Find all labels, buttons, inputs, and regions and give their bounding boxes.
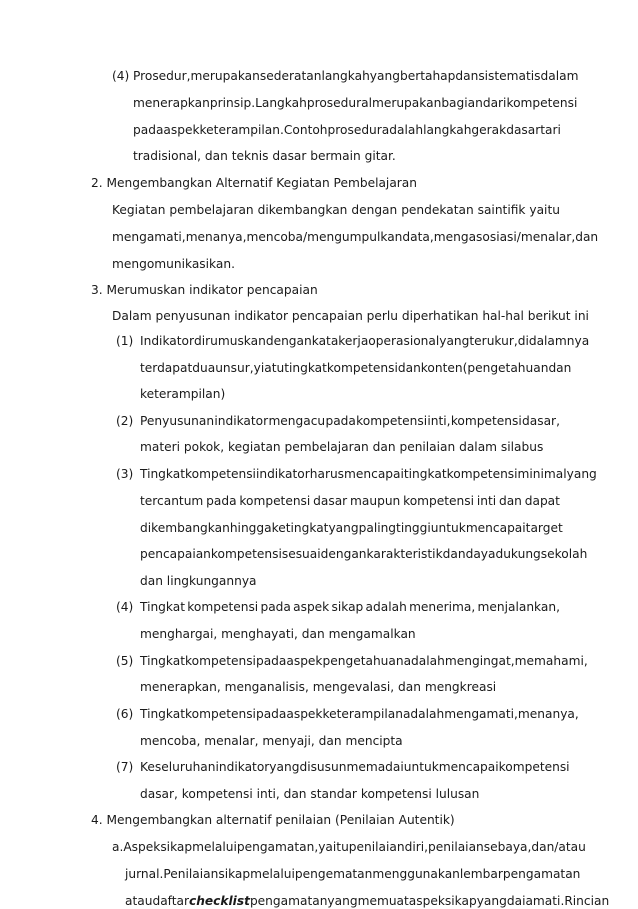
word: dan xyxy=(455,69,479,83)
word: Penilaian xyxy=(163,867,219,881)
word: melalui xyxy=(192,840,237,854)
word: dan xyxy=(498,494,522,508)
word: (pengetahuandan xyxy=(462,361,572,375)
paragraph-line: mengomunikasikan. xyxy=(112,257,235,271)
word: tingkat xyxy=(285,521,329,535)
word: kompetensi xyxy=(210,547,282,561)
word: dikembangkan xyxy=(140,521,230,535)
word: kompetensi xyxy=(450,414,522,428)
word: gerak xyxy=(471,123,507,137)
word: untuk xyxy=(430,521,466,535)
paragraph-line xyxy=(112,839,586,855)
word: adalah xyxy=(402,707,445,721)
word: adalah xyxy=(381,123,424,137)
word: Keseluruhan xyxy=(140,760,216,774)
paragraph-line xyxy=(140,599,560,615)
word: menjalankan, xyxy=(477,600,560,614)
word: saintifik xyxy=(477,203,526,217)
word: didalamnya xyxy=(517,334,590,348)
word: merupakan xyxy=(371,96,442,110)
list-number: (1) xyxy=(116,334,134,348)
paragraph-line xyxy=(140,413,560,429)
word: keterampilan. xyxy=(199,123,284,137)
paragraph-line-checklist xyxy=(125,893,610,909)
word: kompetensi xyxy=(403,494,475,508)
word: tari xyxy=(540,123,561,137)
word: checklistpengamatan xyxy=(189,894,328,908)
word: hingga xyxy=(229,521,272,535)
word: pada xyxy=(255,654,287,668)
word: penilaian xyxy=(427,840,484,854)
paragraph-line xyxy=(140,360,572,376)
word: kerja xyxy=(338,334,369,348)
word: dikembangkan xyxy=(257,203,348,217)
word: menerima, xyxy=(409,600,476,614)
word: mencapai xyxy=(465,521,526,535)
word: pembelajaran xyxy=(169,203,254,217)
word: penilaian xyxy=(348,840,405,854)
word: sederatan xyxy=(259,69,322,83)
word: yang xyxy=(369,69,400,83)
word: pada xyxy=(255,707,287,721)
word: pencapaian xyxy=(140,547,211,561)
word: mengamati, xyxy=(112,230,186,244)
word: aspek xyxy=(286,654,323,668)
list-number: (2) xyxy=(116,414,134,428)
word: bertahap xyxy=(399,69,456,83)
word: prosedur xyxy=(327,123,382,137)
word: dan xyxy=(442,547,466,561)
word: memadai xyxy=(346,760,404,774)
word: atau xyxy=(125,894,153,908)
word: sekolah xyxy=(540,547,588,561)
word: inti, xyxy=(427,414,451,428)
word: kata xyxy=(311,334,339,348)
word: Tingkat xyxy=(140,654,186,668)
word: operasional xyxy=(368,334,440,348)
word: menggunakan xyxy=(372,867,460,881)
word: tingkat xyxy=(284,361,327,375)
word: pengematan xyxy=(294,867,373,881)
word: adalah xyxy=(365,600,407,614)
section-heading: 3. Merumuskan indikator pencapaian xyxy=(91,283,318,297)
paragraph-line xyxy=(140,706,579,722)
word: prinsip. xyxy=(209,96,256,110)
word: dapat xyxy=(524,494,560,508)
word: a. xyxy=(112,840,124,854)
word: sikap xyxy=(160,840,193,854)
word: Aspek xyxy=(123,840,161,854)
word: tingkat xyxy=(403,467,447,481)
word: yaitu xyxy=(529,203,560,217)
word: kompetensi xyxy=(187,600,259,614)
word: diri, xyxy=(404,840,428,854)
word: dan xyxy=(397,361,421,375)
word: dasar, xyxy=(522,414,560,428)
word: harus xyxy=(309,467,345,481)
word: mencoba/mengumpulkan xyxy=(246,230,403,244)
word: inti xyxy=(476,494,497,508)
word: merupakan xyxy=(190,69,260,83)
word: pengamatan, xyxy=(236,840,319,854)
word: sebaya, xyxy=(483,840,532,854)
list-number: (5) xyxy=(116,654,134,668)
word: dengan xyxy=(265,334,312,348)
word: terdapat xyxy=(140,361,193,375)
word: kompetensi xyxy=(356,414,428,428)
word: menanya, xyxy=(185,230,247,244)
list-number: (4) xyxy=(112,69,130,83)
paragraph-line xyxy=(140,653,588,669)
paragraph-line: menerapkan, menganalisis, mengevalasi, dan mengkreasi xyxy=(140,680,497,694)
word: dengan xyxy=(320,547,367,561)
paragraph-line: dan lingkungannya xyxy=(140,574,257,588)
word: dua xyxy=(192,361,216,375)
word: mencapai xyxy=(344,467,404,481)
word: tercantum xyxy=(140,494,204,508)
paragraph-line xyxy=(140,759,570,775)
list-number: (6) xyxy=(116,707,134,721)
word: keterampilan xyxy=(322,707,403,721)
list-number: (7) xyxy=(116,760,134,774)
word: bagian xyxy=(441,96,483,110)
word: disusun xyxy=(299,760,347,774)
paragraph-line xyxy=(140,333,590,349)
word: dasar xyxy=(313,494,348,508)
paragraph-line xyxy=(140,493,560,509)
word: kompetensi xyxy=(506,96,578,110)
word: dirumuskan xyxy=(194,334,266,348)
word: prosedural xyxy=(306,96,372,110)
word: pada xyxy=(133,123,164,137)
paragraph-line: keterampilan) xyxy=(140,387,226,401)
emphasis-text: checklist xyxy=(189,894,250,908)
paragraph-line xyxy=(125,866,581,882)
word: ke xyxy=(271,521,286,535)
word: sesuai xyxy=(281,547,321,561)
word: yiatu xyxy=(253,361,285,375)
word: karakteristik xyxy=(366,547,443,561)
word: lembar xyxy=(459,867,503,881)
word: target xyxy=(525,521,563,535)
word: indikator xyxy=(215,760,270,774)
paragraph-line: materi pokok, kegiatan pembelajaran dan penilaian dalam silabus xyxy=(140,440,544,454)
word: daya xyxy=(465,547,496,561)
paragraph-line: mencoba, menalar, menyaji, dan mencipta xyxy=(140,734,403,748)
word: yang xyxy=(327,894,358,908)
word: aspek xyxy=(408,894,445,908)
word: aspek xyxy=(163,123,200,137)
word: mengingat, xyxy=(444,654,515,668)
word: mencapai xyxy=(438,760,499,774)
word: langkah xyxy=(423,123,472,137)
paragraph-line xyxy=(140,520,563,536)
word: kompetensi xyxy=(326,361,398,375)
word: sistematis xyxy=(478,69,541,83)
paragraph-line xyxy=(112,202,560,218)
paragraph-line: Dalam penyusunan indikator pencapaian perlu diperhatikan hal-hal berikut ini xyxy=(112,309,589,323)
list-number: (4) xyxy=(116,600,134,614)
word: dasar xyxy=(506,123,541,137)
word: Prosedur, xyxy=(133,69,191,83)
word: yang xyxy=(439,334,470,348)
word: melalui xyxy=(250,867,295,881)
word: Langkah xyxy=(255,96,307,110)
paragraph-line xyxy=(140,546,588,562)
word: paling xyxy=(358,521,397,535)
word: sikap xyxy=(331,600,364,614)
word: pada xyxy=(260,600,291,614)
word: Penyusunan xyxy=(140,414,215,428)
paragraph-line: menghargai, menghayati, dan mengamalkan xyxy=(140,627,416,641)
word: kompetensi xyxy=(446,467,518,481)
paragraph-line xyxy=(133,95,578,111)
word: yang xyxy=(269,760,300,774)
paragraph-line xyxy=(133,68,579,84)
word: minimal xyxy=(517,467,567,481)
word: pada xyxy=(206,494,237,508)
word: mengamati, xyxy=(444,707,518,721)
paragraph-line xyxy=(112,229,599,245)
word: unsur, xyxy=(215,361,254,375)
word: Tingkat xyxy=(140,707,186,721)
word: mengasosiasi/menalar, xyxy=(433,230,576,244)
paragraph-line: dasar, kompetensi inti, dan standar kompetensi lulusan xyxy=(140,787,480,801)
word: yang xyxy=(476,894,507,908)
word: yang xyxy=(566,467,597,481)
word: adalah xyxy=(403,654,445,668)
word: pendekatan xyxy=(401,203,474,217)
word: sikap xyxy=(218,867,251,881)
word: untuk xyxy=(403,760,439,774)
word: pada xyxy=(325,414,356,428)
list-number: (3) xyxy=(116,467,134,481)
word: maupun xyxy=(350,494,401,508)
word: Tingkat xyxy=(140,600,186,614)
word: Tingkat xyxy=(140,467,186,481)
section-heading: 4. Mengembangkan alternatif penilaian (Penilaian Autentik) xyxy=(91,813,455,827)
word: Rincian xyxy=(564,894,610,908)
word: Kegiatan xyxy=(112,203,166,217)
word: konten xyxy=(420,361,463,375)
word: tinggi xyxy=(396,521,431,535)
word: kompetensi xyxy=(239,494,311,508)
word: memuat xyxy=(357,894,409,908)
word: dan/atau xyxy=(531,840,586,854)
word: indikator xyxy=(255,467,310,481)
word: yaitu xyxy=(318,840,349,854)
word: Indikator xyxy=(140,334,194,348)
word: kompetensi xyxy=(185,707,256,721)
word: kompetensi xyxy=(185,654,256,668)
word: dari xyxy=(482,96,507,110)
word: memahami, xyxy=(514,654,588,668)
word: Contoh xyxy=(283,123,328,137)
paragraph-line xyxy=(133,122,560,138)
word: dukung xyxy=(495,547,541,561)
word: daftar xyxy=(152,894,189,908)
word: terukur, xyxy=(469,334,518,348)
word: daiamati. xyxy=(506,894,565,908)
word: pengetahuan xyxy=(322,654,404,668)
paragraph-line: tradisional, dan teknis dasar bermain gitar. xyxy=(133,149,396,163)
word: kompetensi xyxy=(498,760,570,774)
word: data, xyxy=(402,230,434,244)
section-heading: 2. Mengembangkan Alternatif Kegiatan Pembelajaran xyxy=(91,176,417,190)
word: pengamatan xyxy=(502,867,581,881)
word: langkah xyxy=(321,69,370,83)
paragraph-line xyxy=(140,466,597,482)
word: yang xyxy=(328,521,359,535)
word: mengacu xyxy=(268,414,326,428)
word: menerapkan xyxy=(133,96,210,110)
word: kompetensi xyxy=(185,467,256,481)
word: aspek xyxy=(286,707,323,721)
word: dalam xyxy=(540,69,579,83)
word: indikator xyxy=(214,414,269,428)
word: sikap xyxy=(444,894,477,908)
word: dan xyxy=(575,230,599,244)
word: dengan xyxy=(351,203,398,217)
word: menanya, xyxy=(517,707,579,721)
word: aspek xyxy=(293,600,330,614)
word: jurnal. xyxy=(125,867,164,881)
